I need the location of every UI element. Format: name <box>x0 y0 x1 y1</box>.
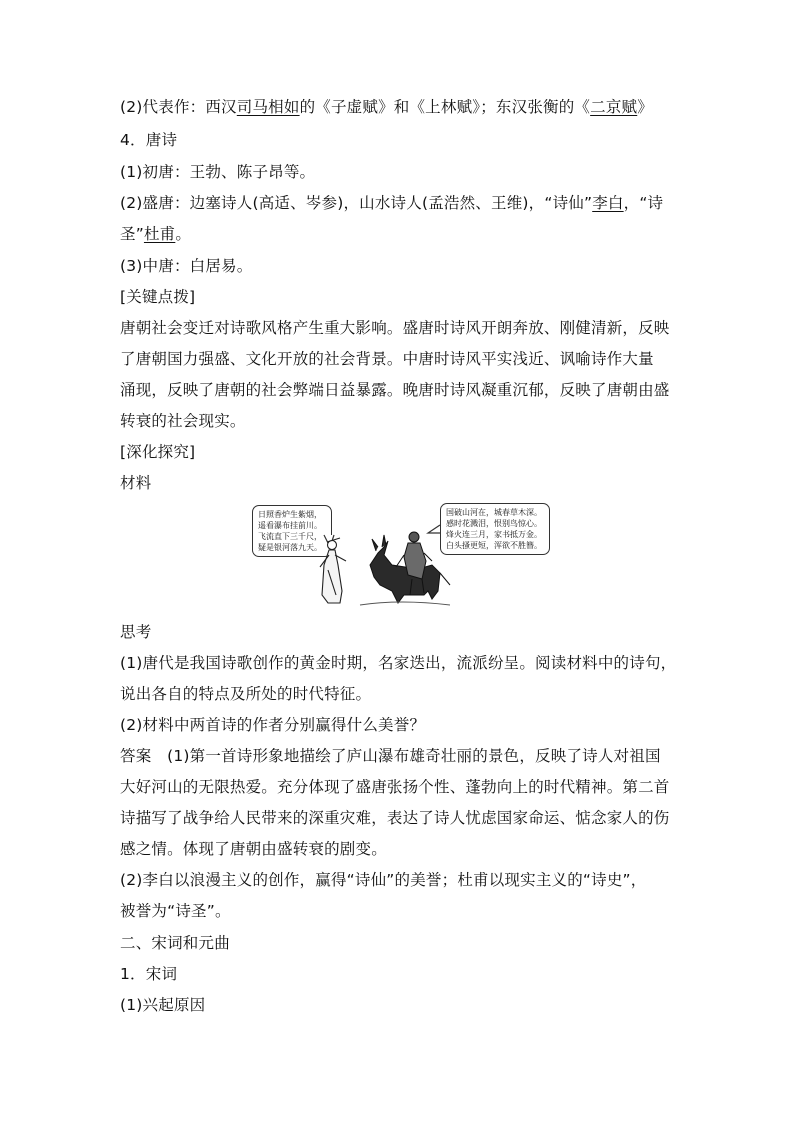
question-1-line-2: 说出各自的特点及所处的时代特征。 <box>120 685 372 703</box>
bubble-tail-right <box>428 525 440 533</box>
paragraph-key-points-line-3: 涌现，反映了唐朝的社会弊端日益暴露。晚唐时诗风凝重沉郁，反映了唐朝由盛 <box>120 381 670 399</box>
paragraph-key-points-line-1: 唐朝社会变迁对诗歌风格产生重大影响。盛唐时诗风开朗奔放、刚健清新，反映 <box>120 319 670 337</box>
line-representative-works: (2)代表作：西汉司马相如的《子虚赋》和《上林赋》；东汉张衡的《二京赋》 <box>120 98 653 116</box>
heading-song-ci-yuan-qu: 二、宋词和元曲 <box>120 934 230 952</box>
underlined-work-erjing-fu: 二京赋 <box>590 98 638 116</box>
question-1-line-1: (1)唐代是我国诗歌创作的黄金时期，名家迭出，流派纷呈。阅读材料中的诗句， <box>120 654 677 672</box>
ground-line <box>360 602 450 605</box>
paragraph-key-points-line-4: 转衰的社会现实。 <box>120 412 246 430</box>
heading-song-ci: 1．宋词 <box>120 965 178 983</box>
heading-rise-reasons: (1)兴起原因 <box>120 996 206 1014</box>
answer-line-1: 答案 (1)第一首诗形象地描绘了庐山瀑布雄奇壮丽的景色，反映了诗人对祖国 <box>120 747 661 765</box>
answer-line-5: (2)李白以浪漫主义的创作，赢得“诗仙”的美誉；杜甫以现实主义的“诗史”， <box>120 871 647 889</box>
heading-key-points: [关键点拨] <box>120 288 196 306</box>
paragraph-key-points-line-2: 了唐朝国力强盛、文化开放的社会背景。中唐时诗风平实浅近、讽喻诗作大量 <box>120 350 654 368</box>
question-2: (2)材料中两首诗的作者分别赢得什么美誉？ <box>120 716 426 734</box>
underlined-li-bai: 李白 <box>592 194 624 212</box>
answer-line-2: 大好河山的无限热爱。充分体现了盛唐张扬个性、蓬勃向上的时代精神。第二首 <box>120 778 670 796</box>
underlined-author-sima-xiangru: 司马相如 <box>236 98 300 116</box>
speech-bubble-du-fu: 国破山河在，城春草木深。 感时花溅泪，恨别鸟惊心。 烽火连三月，家书抵万金。 白头搔更短，浑欲不胜簪。 <box>440 503 550 555</box>
heading-think: 思考 <box>120 623 152 641</box>
heading-deep-inquiry: [深化探究] <box>120 443 196 461</box>
line-high-tang-cont: 圣”杜甫。 <box>120 225 192 243</box>
poets-illustration <box>300 495 500 610</box>
line-high-tang: (2)盛唐：边塞诗人(高适、岑参)，山水诗人(孟浩然、王维)，“诗仙”李白，“诗 <box>120 194 664 212</box>
line-mid-tang: (3)中唐：白居易。 <box>120 257 253 275</box>
answer-line-6: 被誉为“诗圣”。 <box>120 902 231 920</box>
line-early-tang: (1)初唐：王勃、陈子昂等。 <box>120 163 316 181</box>
answer-line-3: 诗描写了战争给人民带来的深重灾难，表达了诗人忧虑国家命运、惦念家人的伤 <box>120 809 670 827</box>
label-material: 材料 <box>120 474 152 492</box>
li-bai-figure <box>320 538 346 603</box>
answer-line-4: 感之情。体现了唐朝由盛转衰的剧变。 <box>120 840 387 858</box>
heading-tang-poetry: 4．唐诗 <box>120 131 178 149</box>
underlined-du-fu: 杜甫 <box>143 225 176 243</box>
speech-bubble-li-bai: 日照香炉生紫烟， 遥看瀑布挂前川。 飞流直下三千尺， 疑是银河落九天。 <box>252 505 332 557</box>
